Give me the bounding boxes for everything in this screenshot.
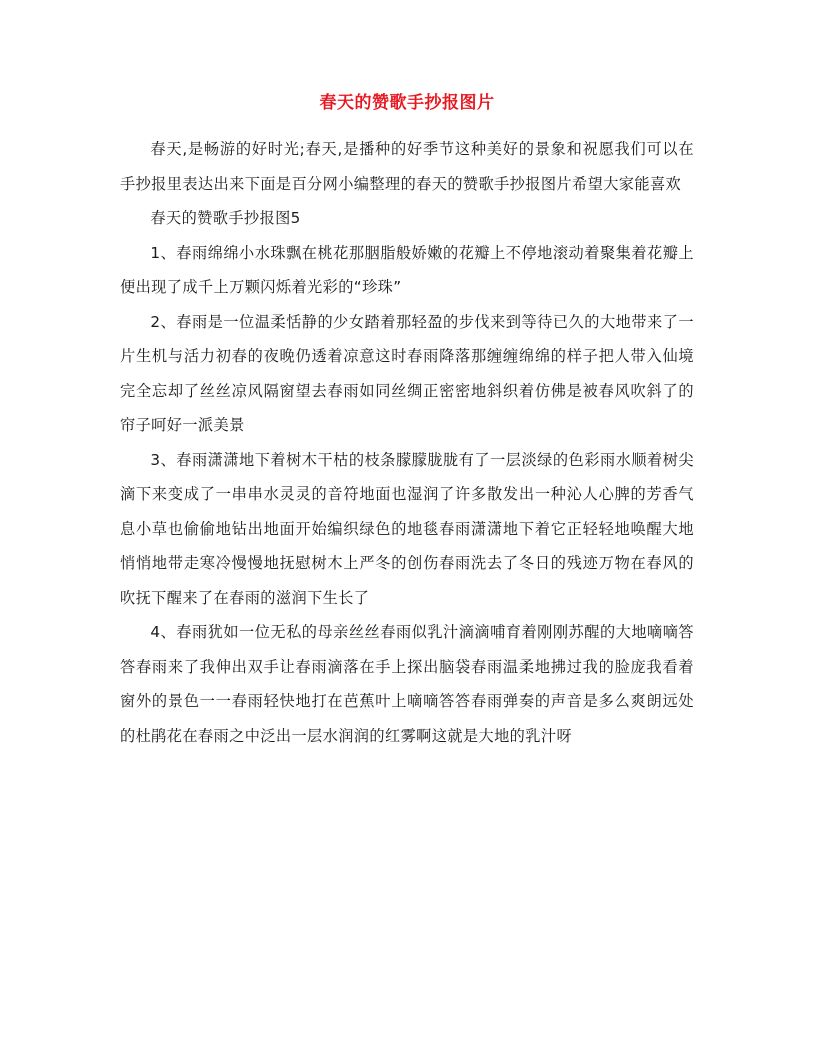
section-heading: 春天的赞歌手抄报图5: [150, 209, 301, 227]
paragraph-4: 4、春雨犹如一位无私的母亲丝丝春雨似乳汁滴滴哺育着刚刚苏醒的大地嘀嘀答答春雨来了我伸出双手让春雨滴落在手上探出脑袋春雨温柔地拂过我的脸庞我看着窗外的景色一一春雨轻快地打在芭蕉叶上嘀嘀答答春雨弹奏的声音是多么爽朗远处的杜鹃花在春雨之中泛出一层水润润的红雾啊这就是大地的乳汁呀: [120, 623, 694, 745]
paragraph-2: 2、春雨是一位温柔恬静的少女踏着那轻盈的步伐来到等待已久的大地带来了一片生机与活力初春的夜晚仍透着凉意这时春雨降落那缠缠绵绵的样子把人带入仙境完全忘却了丝丝凉风隔窗望去春雨如同丝绸正密密地斜织着仿佛是被春风吹斜了的帘子呵好一派美景: [120, 312, 694, 434]
paragraph-3: 3、春雨潇潇地下着树木干枯的枝条朦朦胧胧有了一层淡绿的色彩雨水顺着树尖滴下来变成了一串串水灵灵的音符地面也湿润了许多散发出一种沁人心脾的芳香气息小草也偷偷地钻出地面开始编织绿色的地毯春雨潇潇地下着它正轻轻地唤醒大地悄悄地带走寒冷慢慢地抚慰树木上严冬的创伤春雨洗去了冬日的残迹万物在春风的吹抚下醒来了在春雨的滋润下生长了: [120, 450, 694, 607]
document-title: 春天的赞歌手抄报图片: [319, 93, 495, 113]
intro-paragraph: 春天,是畅游的好时光;春天,是播种的好季节这种美好的景象和祝愿我们可以在手抄报里表达出来下面是百分网小编整理的春天的赞歌手抄报图片希望大家能喜欢: [120, 140, 694, 193]
document-page: [120, 88, 694, 753]
paragraph-1: 1、春雨绵绵小水珠飘在桃花那胭脂般娇嫩的花瓣上不停地滚动着聚集着花瓣上便出现了成千上万颗闪烁着光彩的“珍珠”: [120, 243, 694, 296]
